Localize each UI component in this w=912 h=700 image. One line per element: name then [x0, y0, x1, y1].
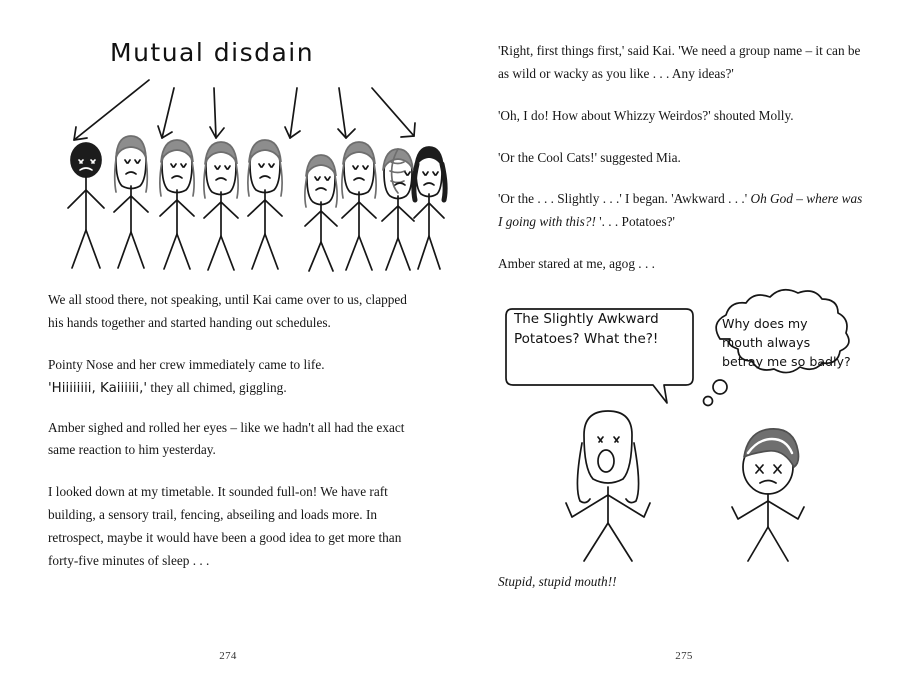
- illustration-mutual-disdain: [54, 40, 424, 275]
- paragraph: Amber sighed and rolled her eyes – like we hadn't all had the exact same reaction to him yesterday.: [48, 419, 405, 458]
- paragraph: 'Or the Cool Cats!' suggested Mia.: [498, 149, 681, 165]
- paragraph: 'Right, first things first,' said Kai. 'We need a group name – it can be as wild or wacky as you like . . . Any ideas?': [498, 43, 861, 81]
- paragraph: 'Oh, I do! How about Whizzy Weirdos?' shouted Molly.: [498, 107, 794, 123]
- chimed-rest: they all chimed, giggling.: [147, 379, 287, 395]
- closing-line: Stupid, stupid mouth!!: [498, 574, 617, 590]
- inner-thought: Oh God – where was I going with this?!: [498, 191, 863, 230]
- illustration-caption: Mutual disdain: [110, 38, 315, 67]
- paragraph-text: Pointy Nose and her crew immediately came to life.: [48, 356, 325, 372]
- page-number-right: 275: [675, 650, 693, 662]
- dialogue-part-c: '. . . Potatoes?': [595, 214, 675, 230]
- handwritten-dialogue: 'Hiiiiiiii, Kaiiiiii,': [48, 380, 148, 396]
- paragraph: Amber stared at me, agog . . .: [498, 256, 655, 272]
- paragraph: [48, 354, 414, 400]
- dialogue-part-a: 'Or the . . . Slightly . . .' I began. 'Awkward . . .': [498, 191, 751, 207]
- right-page: [456, 0, 912, 700]
- paragraph-with-italics: [498, 188, 864, 234]
- stick-figures-drawing: [54, 40, 426, 275]
- paragraph: We all stood there, not speaking, until Kai came over to us, clapped his hands together and started handing out schedules.: [48, 292, 407, 330]
- illustration-potatoes-reaction: [498, 295, 878, 565]
- page-number-left: 274: [219, 650, 237, 662]
- thought-bubble-text: Why does my mouth always betray me so badly?: [722, 316, 851, 369]
- paragraph: I looked down at my timetable. It sounded full-on! We have raft building, a sensory trail, fencing, abseiling and loads more. In retrospect, maybe it would have been a good idea to get more than forty-five minutes of sleep . . .: [48, 484, 402, 568]
- speech-bubble-text: The Slightly Awkward Potatoes? What the?!: [514, 311, 659, 348]
